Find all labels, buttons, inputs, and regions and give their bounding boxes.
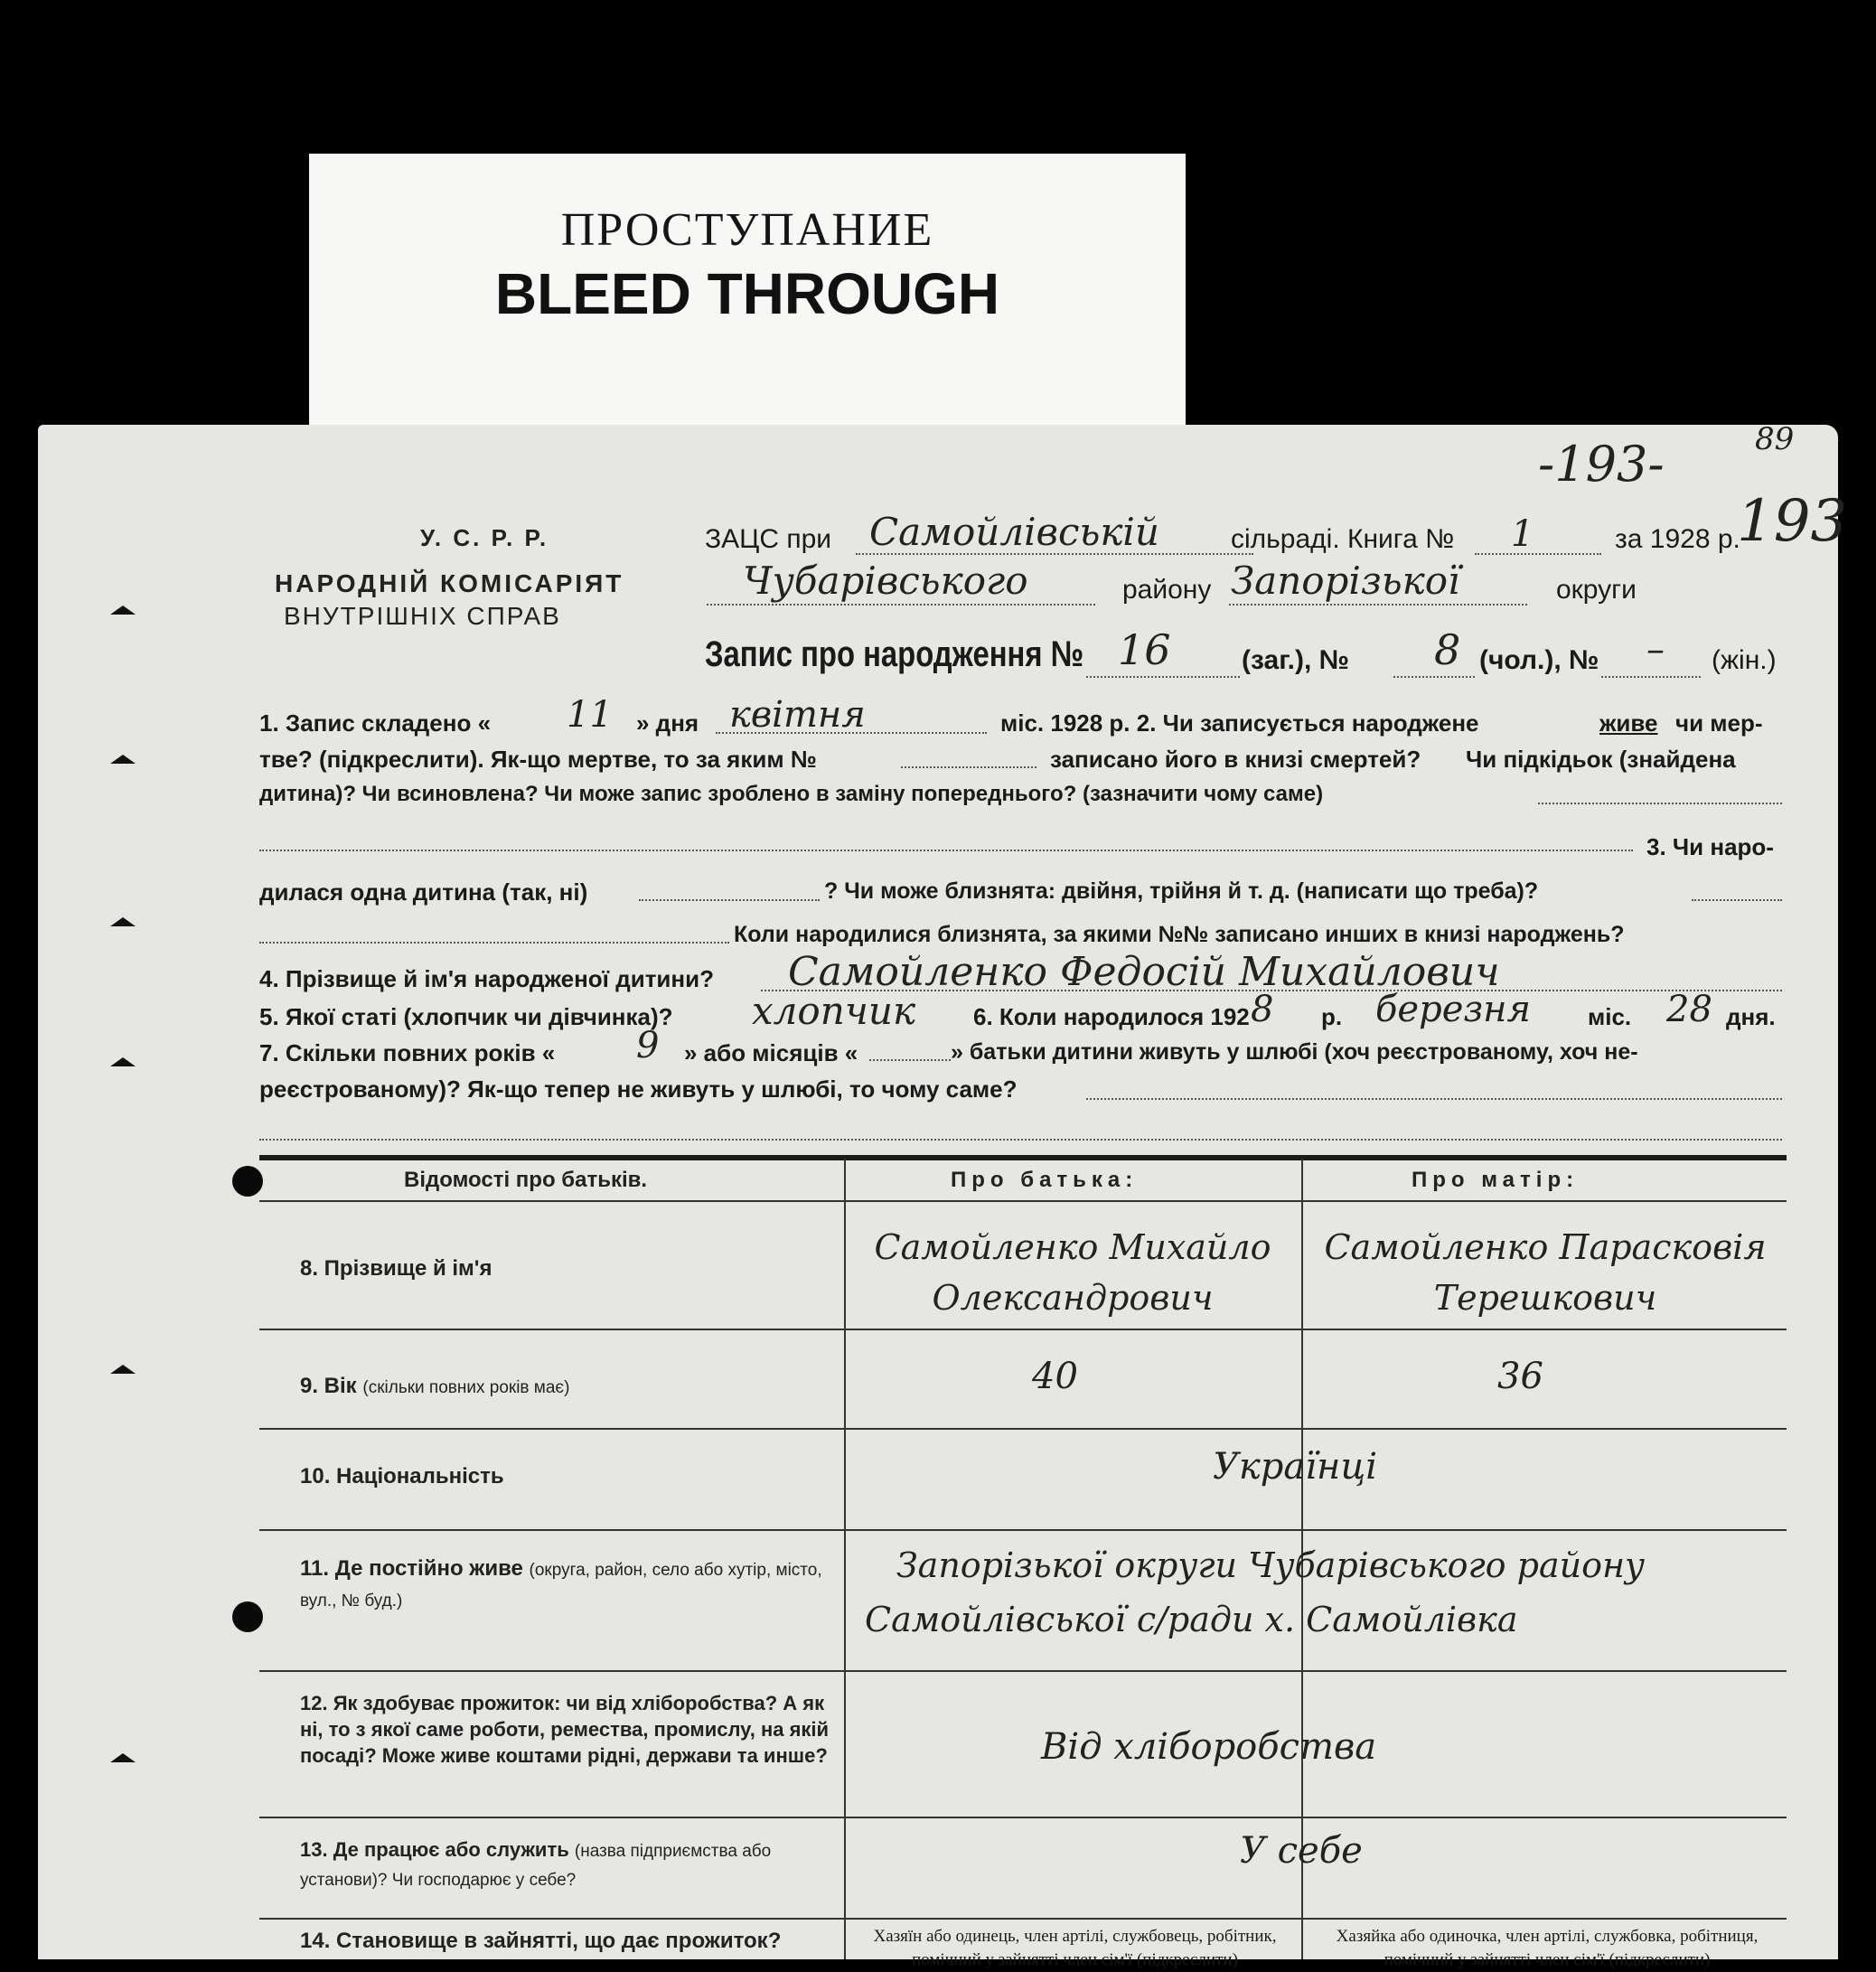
punch-hole (232, 1166, 263, 1197)
birth-day: 28 (1666, 989, 1712, 1030)
item1-text-c: міс. 1928 р. 2. Чи записується народжене (1000, 709, 1479, 737)
row-label-age (300, 1372, 569, 1403)
row-label-workplace-note: (назва підприємства або установи)? Чи господарює у себе? (300, 1842, 772, 1890)
margin-mark (110, 917, 136, 926)
margin-mark (110, 1057, 136, 1066)
nationality-value: Українці (1213, 1446, 1378, 1488)
margin-mark (110, 1753, 136, 1762)
row-label-residence (300, 1554, 824, 1616)
item2-text: тве? (підкреслити). Як-що мертве, то за яким № (259, 746, 817, 773)
years-married: 9 (636, 1025, 660, 1066)
birth-month: березня (1375, 989, 1532, 1030)
corner-number: -193- (1538, 436, 1665, 493)
corner-scrawl: 193 (1737, 488, 1848, 555)
row-label-workplace (300, 1836, 833, 1894)
birth-year-digit: 8 (1251, 989, 1274, 1030)
father-age: 40 (1032, 1356, 1078, 1397)
item3-text-c: ? Чи може близнята: двійня, трійня й т. д. (написати що треба)? (824, 878, 1539, 904)
item1-text-b: » дня (636, 709, 699, 737)
ministry-line2: ВНУТРІШНІХ СПРАВ (284, 602, 561, 630)
row-label-nationality: 10. Національність (300, 1464, 504, 1488)
row-label-age-note: (скільки повних років має) (362, 1378, 570, 1397)
rayon-value: Чубарівського (743, 559, 1028, 603)
female-label: (жін.) (1712, 645, 1777, 675)
female-number: – (1646, 629, 1665, 671)
item6-text: 6. Коли народилося 192 (973, 1003, 1250, 1030)
okruga-value: Запорізької (1231, 559, 1460, 603)
row-label-name: 8. Прізвище й ім'я (300, 1256, 492, 1281)
child-sex: хлопчик (752, 989, 916, 1033)
ministry-line1: НАРОДНІЙ КОМІСАРІЯТ (275, 569, 624, 597)
workplace-value: У себе (1240, 1830, 1363, 1872)
row-label-residence-text: 11. Де постійно живе (300, 1556, 523, 1581)
item2-text-c: Чи підкідьок (знайдена (1466, 746, 1736, 773)
record-title: Запис про народження № (705, 634, 1084, 674)
table-head-col3: Про матір: (1412, 1168, 1580, 1192)
zags-value: Самойлівській (869, 510, 1159, 554)
child-name: Самойленко Федосій Михайлович (788, 949, 1500, 995)
table-head-col2: Про батька: (951, 1168, 1139, 1192)
father-occupation-status: Хазяїн або одинець, член артілі, службовець, робітник, помічний у зайнятті член сім'ї (підкреслити) (873, 1927, 1277, 1969)
item3-text-d: Коли народилися близнята, за якими №№ записано инших в книзі народжень? (734, 922, 1625, 947)
bleed-card-english-text: BLEED THROUGH (494, 261, 1000, 326)
record-day: 11 (567, 694, 613, 736)
table-head-col1: Відомості про батьків. (404, 1168, 648, 1192)
item6-text-b: р. (1321, 1003, 1343, 1030)
item1-text-e: чи мер- (1675, 709, 1763, 737)
residence-line1: Запорізької округи Чубарівського району (896, 1545, 1646, 1585)
row-label-residence-note: (округа, район, село або хутір, місто, вул., № буд.) (300, 1561, 822, 1610)
zags-label: ЗАЦС при (705, 524, 832, 554)
item1-text: 1. Запис складено « (259, 709, 492, 737)
item7-text-d: реєстрованому)? Як-що тепер не живуть у шлюбі, то чому саме? (259, 1075, 1018, 1103)
total-label: (заг.), № (1242, 645, 1350, 675)
row-label-age-text: 9. Вік (300, 1374, 357, 1398)
item7-text-b: » або місяців « (684, 1039, 858, 1066)
item4-text: 4. Прізвище й ім'я народженої дитини? (259, 965, 714, 992)
mother-age: 36 (1497, 1356, 1543, 1397)
male-number: 8 (1434, 625, 1461, 674)
year-label: за 1928 р. (1615, 524, 1740, 554)
livelihood-value: Від хліборобства (1041, 1726, 1377, 1768)
mother-name: Самойленко Парасковія Терешкович (1324, 1227, 1767, 1318)
mother-occupation-status: Хазяйка або одиночка, член артілі, службовка, робітниця, помічний у зайнятті член сім'ї (підкреслити) (1336, 1927, 1759, 1969)
item7-text-c: » батьки дитини живуть у шлюбі (хоч реєстрованому, хоч не- (951, 1039, 1638, 1065)
item6-text-d: дня. (1726, 1003, 1776, 1030)
margin-mark (110, 755, 136, 764)
item1-alive: живе (1599, 709, 1658, 737)
item3-text: 3. Чи наро- (1646, 833, 1774, 860)
item7-text: 7. Скільки повних років « (259, 1039, 556, 1066)
bleed-card-russian-text: ПРОСТУПАНИЕ (560, 204, 934, 256)
item5-text: 5. Якої статі (хлопчик чи дівчинка)? (259, 1003, 673, 1030)
item6-text-c: міс. (1588, 1003, 1632, 1030)
item2-text-d: дитина)? Чи всиновлена? Чи може запис зроблено в заміну попереднього? (зазначити чому саме) (259, 782, 1324, 806)
row-label-livelihood: 12. Як здобуває прожиток: чи від хліборобства? А як ні, то з якої саме роботи, ремества, промислу, на якій посаді? Може живе коштами рідні, держави та инше? (300, 1692, 830, 1767)
father-name: Самойленко Михайло Олександрович (874, 1227, 1271, 1318)
usrr-label: У. С. Р. Р. (420, 524, 549, 551)
rayon-label: району (1122, 575, 1212, 605)
margin-mark (110, 1365, 136, 1374)
residence-line2: Самойлівської с/ради х. Самойлівка (865, 1600, 1518, 1639)
silradi-label: сільраді. Книга № (1231, 524, 1455, 554)
margin-mark (110, 606, 136, 615)
bleed-through-card (309, 154, 1186, 425)
okruga-label: округи (1556, 575, 1637, 605)
row-label-occupation-status: 14. Становище в зайнятті, що дає прожиток? (300, 1929, 782, 1953)
punch-hole (232, 1601, 263, 1632)
item2-text-b: записано його в книзі смертей? (1050, 746, 1421, 773)
book-number: 1 (1511, 513, 1534, 555)
birth-record-form (38, 421, 1848, 1969)
male-label: (чол.), № (1479, 645, 1599, 675)
item3-text-b: дилася одна дитина (так, ні) (259, 878, 588, 906)
total-number: 16 (1118, 625, 1171, 674)
corner-number-small: 89 (1755, 421, 1795, 457)
row-label-workplace-text: 13. Де працює або служить (300, 1838, 569, 1861)
record-month: квітня (729, 694, 866, 736)
